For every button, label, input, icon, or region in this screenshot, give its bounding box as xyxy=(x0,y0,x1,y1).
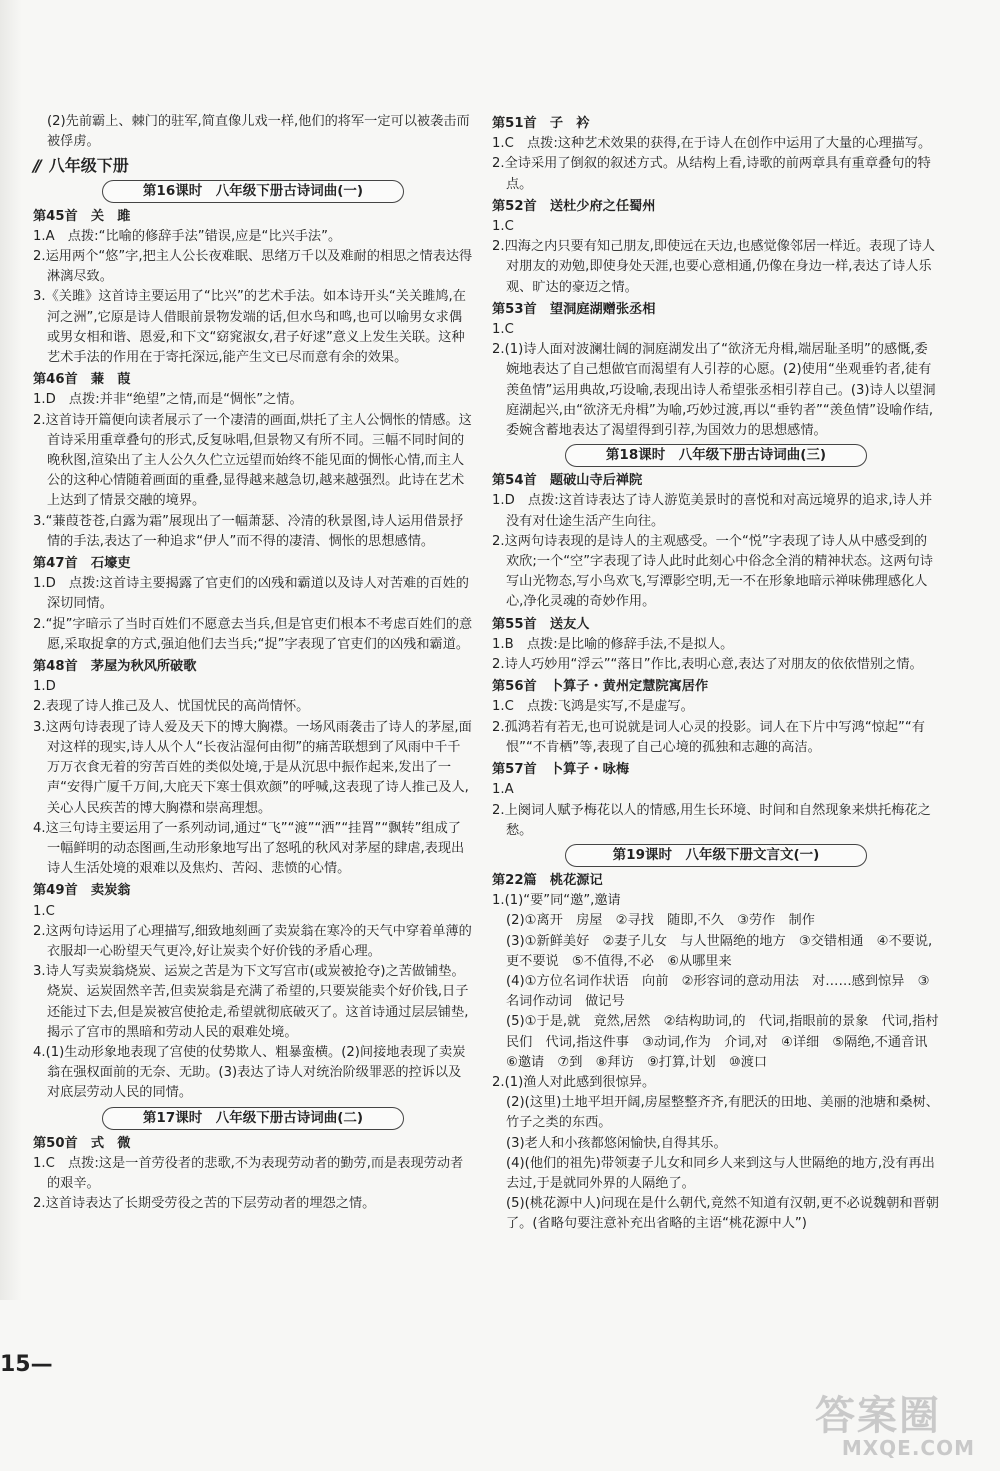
page-number-text: 15 xyxy=(0,1352,31,1377)
answer-item: 1.(1)“要”同“邀”,邀请 xyxy=(492,893,621,909)
watermark-line2: MXQE.COM xyxy=(841,1436,975,1460)
answer-item: 1.A xyxy=(492,782,514,798)
lesson-17-banner: 第17课时 八年级下册古诗词曲(二) xyxy=(102,1107,404,1130)
answer-item: 3.这两句诗表现了诗人爱及天下的博大胸襟。一场风雨袭击了诗人的茅屋,面对这样的现实,诗人从个人“长夜沾湿何由彻”的痛苦联想到了风雨中千千万万衣食无着的穷苦百姓的类似处境,于是从沉思中振作起来,发出了一声“安得广厦千万间,大庇天下寒士俱欢颜”的呼喊,这表现了诗人推己及人,关心人民疾苦的博大胸襟和崇高理想。 xyxy=(33,719,472,816)
poem-52-title: 第52首 送杜少府之任蜀州 xyxy=(492,198,656,214)
answer-item: 3.诗人写卖炭翁烧炭、运炭之苦是为下文写宫市(或炭被抢夺)之苦做铺垫。烧炭、运炭固然辛苦,但卖炭翁是充满了希望的,只要炭能卖个好价钱,日子还能过下去,但是炭被宫使抢走,希望就彻底破灭了。这首诗通过层层铺垫,揭示了宫市的黑暗和劳动人民的艰难处境。 xyxy=(33,964,469,1040)
page-number: 15— xyxy=(0,1352,53,1377)
lesson-16-banner: 第16课时 八年级下册古诗词曲(一) xyxy=(102,180,404,203)
answer-item: 2.运用两个“悠”字,把主人公长夜难眠、思绪万千以及难耐的相思之情表达得淋漓尽致。 xyxy=(33,249,473,285)
answer-item: 2.这两句诗运用了心理描写,细致地刻画了卖炭翁在寒冷的天气中穿着单薄的衣服却一心盼望天气更冷,好让炭卖个好价钱的矛盾心理。 xyxy=(33,923,472,959)
poem-50-title: 第50首 式 微 xyxy=(33,1135,131,1151)
answer-item: 1.D 点拨:这首诗主要揭露了官吏们的凶残和霸道以及诗人对苦难的百姓的深切同情。 xyxy=(33,576,469,612)
watermark-line1: 答案圈 xyxy=(815,1393,941,1439)
answer-item: 4.这三句诗主要运用了一系列动词,通过“飞”“渡”“洒”“挂罥”“飘转”组成了一幅鲜明的动态图画,生动形象地写出了怒吼的秋风对茅屋的肆虐,表现出诗人生活处境的艰难以及焦灼、苦闷、悲愤的心情。 xyxy=(33,820,465,877)
slash-icon: // xyxy=(33,156,39,176)
intro-text: (2)先前霸上、棘门的驻军,简直像儿戏一样,他们的将军一定可以被袭击而被俘虏。 xyxy=(47,114,470,150)
answer-item: 1.A 点拨:“比喻的修辞手法”错误,应是“比兴手法”。 xyxy=(33,228,342,244)
prose-22-title: 第22篇 桃花源记 xyxy=(492,872,603,888)
left-column xyxy=(33,112,473,1214)
poem-47-title: 第47首 石壕吏 xyxy=(33,556,131,572)
answer-item: 2.全诗采用了倒叙的叙述方式。从结构上看,诗歌的前两章具有重章叠句的特点。 xyxy=(492,156,931,192)
poem-54-title: 第54首 题破山寺后禅院 xyxy=(492,473,643,489)
answer-item: 1.C xyxy=(492,322,514,338)
answer-item: 2.孤鸿若有若无,也可说就是词人心灵的投影。词人在下片中写鸿“惊起”“有恨”“不肯栖”等,表现了自己心境的孤独和志趣的高洁。 xyxy=(492,719,925,755)
answer-subitem: (4)(他们的祖先)带领妻子儿女和同乡人来到这与人世隔绝的地方,没有再出去过,于是就同外界的人隔绝了。 xyxy=(506,1155,935,1191)
poem-55-title: 第55首 送友人 xyxy=(492,616,590,632)
answer-item: 2.诗人巧妙用“浮云”“落日”作比,表明心意,表达了对朋友的依依惜别之情。 xyxy=(492,657,923,673)
lesson-18-banner: 第18课时 八年级下册古诗词曲(三) xyxy=(565,444,867,467)
answer-item: 2.这首诗开篇便向读者展示了一个凄清的画面,烘托了主人公惆怅的情感。这首诗采用重章叠句的形式,反复咏唱,但景物又有所不同。三幅不同时间的晚秋图,渲染出了主人公久久伫立远望而始终不能见面的惆怅心情,而主人公的这种心情随着画面的重叠,显得越来越急切,越来越强烈。此诗在艺术上达到了情景交融的境界。 xyxy=(33,412,472,509)
answer-item: 2.四海之内只要有知己朋友,即使远在天边,也感觉像邻居一样近。表现了诗人对朋友的劝勉,即使身处天涯,也要心意相通,仍像在身边一样,表达了诗人乐观、旷达的豪迈之情。 xyxy=(492,239,935,295)
poem-48-title: 第48首 茅屋为秋风所破歌 xyxy=(33,659,197,675)
answer-item: 2.这首诗表达了长期受劳役之苦的下层劳动者的埋怨之情。 xyxy=(33,1196,376,1212)
poem-53-title: 第53首 望洞庭湖赠张丞相 xyxy=(492,301,656,317)
answer-item: 2.表现了诗人推己及人、忧国忧民的高尚情怀。 xyxy=(33,699,310,715)
answer-item: 1.D 点拨:这首诗表达了诗人游览美景时的喜悦和对高远境界的追求,诗人并没有对仕途生活产生向往。 xyxy=(492,493,933,529)
poem-56-title: 第56首 卜算子・黄州定慧院寓居作 xyxy=(492,679,709,695)
answer-subitem: (3)老人和小孩都悠闲愉快,自得其乐。 xyxy=(506,1135,727,1151)
answer-subitem: (3)①新鲜美好 ②妻子儿女 与人世隔绝的地方 ③交错相通 ④不要说,更不要说 ⑤不值得,不必 ⑥从哪里来 xyxy=(506,933,933,969)
section-title-text: 八年级下册 xyxy=(48,156,129,176)
page-edge-shadow xyxy=(0,0,22,1300)
answer-item: 1.D 点拨:并非“绝望”之情,而是“惆怅”之情。 xyxy=(33,392,303,408)
answer-subitem: (4)①方位名词作状语 向前 ②形容词的意动用法 对……感到惊异 ③名词作动词 做记号 xyxy=(506,973,930,1010)
right-column xyxy=(492,112,940,1235)
answer-item: 3.《关雎》这首诗主要运用了“比兴”的艺术手法。如本诗开头“关关雎鸠,在河之洲”,它原是诗人借眼前景物发端的话,但水鸟和鸣,也可以喻男女求偶或男女相和谐、恩爱,和下文“窈窕淑女,君子好逑”意义上发生关联。这种艺术手法的作用在于寄托深远,能产生文已尽而意有余的效果。 xyxy=(33,289,466,366)
answer-item: 2.上阕词人赋予梅花以人的情感,用生长环境、时间和自然现象来烘托梅花之愁。 xyxy=(492,802,931,838)
poem-51-title: 第51首 子 衿 xyxy=(492,116,590,131)
answer-item: 1.C xyxy=(492,219,514,235)
answer-item: 1.C 点拨:这种艺术效果的获得,在于诗人在创作中运用了大量的心理描写。 xyxy=(492,136,932,152)
answer-subitem: (5)(桃花源中人)问现在是什么朝代,竟然不知道有汉朝,更不必说魏朝和晋朝了。(省略句要注意补充出省略的主语“桃花源中人”) xyxy=(506,1196,939,1232)
answer-item: 1.C 点拨:这是一首劳役者的悲歌,不为表现劳动者的勤劳,而是表现劳动者的艰辛。 xyxy=(33,1155,464,1191)
answer-item: 2.“捉”字暗示了当时百姓们不愿意去当兵,但是官吏们根本不考虑百姓们的意愿,采取捉拿的方式,强迫他们去当兵;“捉”字表现了官吏们的凶残和霸道。 xyxy=(33,616,473,652)
answer-item: 2.(1)诗人面对波澜壮阔的洞庭湖发出了“欲济无舟楫,端居耻圣明”的感慨,委婉地表达了自己想做官而渴望有人引荐的心愿。(2)使用“坐观垂钓者,徒有羡鱼情”运用典故,巧设喻,表现出诗人希望张丞相引荐自己。(3)诗人以望洞庭湖起兴,由“欲济无舟楫”为喻,巧妙过渡,再以“垂钓者”“羡鱼情”设喻作结,委婉含蓄地表达了渴望得到引荐,为国效力的思想感情。 xyxy=(492,342,936,439)
poem-49-title: 第49首 卖炭翁 xyxy=(33,883,131,899)
answer-subitem: (2)(这里)土地平坦开阔,房屋整整齐齐,有肥沃的田地、美丽的池塘和桑树、竹子之类的东西。 xyxy=(506,1095,939,1131)
poem-46-title: 第46首 蒹 葭 xyxy=(33,372,131,388)
answer-item: 1.C xyxy=(33,903,55,919)
answer-item: 1.C 点拨:飞鸿是实写,不是虚写。 xyxy=(492,699,694,715)
section-title xyxy=(33,156,473,176)
answer-subitem: (5)①于是,就 竟然,居然 ②结构助词,的 代词,指眼前的景象 代词,指村民们 代词,指这件事 ③动词,作为 介词,对 ④详细 ⑤隔绝,不通音讯 ⑥邀请 ⑦到 ⑧拜访 ⑨打算,计划 ⑩渡口 xyxy=(506,1014,941,1070)
answer-item: 2.这两句诗表现的是诗人的主观感受。一个“悦”字表现了诗人从中感受到的欢欣;一个“空”字表现了诗人此时此刻心中俗念全消的精神状态。这两句诗写山光物态,写小鸟欢飞,写潭影空明,无一不在形象地暗示禅味佛理感化人心,净化灵魂的奇妙作用。 xyxy=(492,533,933,610)
watermark xyxy=(815,1395,975,1465)
answer-item: 1.B 点拨:是比喻的修辞手法,不是拟人。 xyxy=(492,636,734,652)
answer-subitem: (2)①离开 房屋 ②寻找 随即,不久 ③劳作 制作 xyxy=(506,913,815,929)
answer-item: 2.(1)渔人对此感到很惊异。 xyxy=(492,1074,656,1090)
answer-item: 3.“蒹葭苍苍,白露为霜”展现出了一幅萧瑟、冷清的秋景图,诗人运用借景抒情的手法,表达了一种追求“伊人”而不得的凄清、惆怅的思想感情。 xyxy=(33,513,464,549)
answer-item: 4.(1)生动形象地表现了宫使的仗势欺人、粗暴蛮横。(2)间接地表现了卖炭翁在强权面前的无奈、无助。(3)表达了诗人对统治阶级罪恶的控诉以及对底层劳动人民的同情。 xyxy=(33,1044,466,1101)
lesson-19-banner: 第19课时 八年级下册文言文(一) xyxy=(565,844,867,867)
poem-45-title: 第45首 关 雎 xyxy=(33,208,131,224)
answer-item: 1.D xyxy=(33,679,56,695)
poem-57-title: 第57首 卜算子・咏梅 xyxy=(492,762,630,778)
